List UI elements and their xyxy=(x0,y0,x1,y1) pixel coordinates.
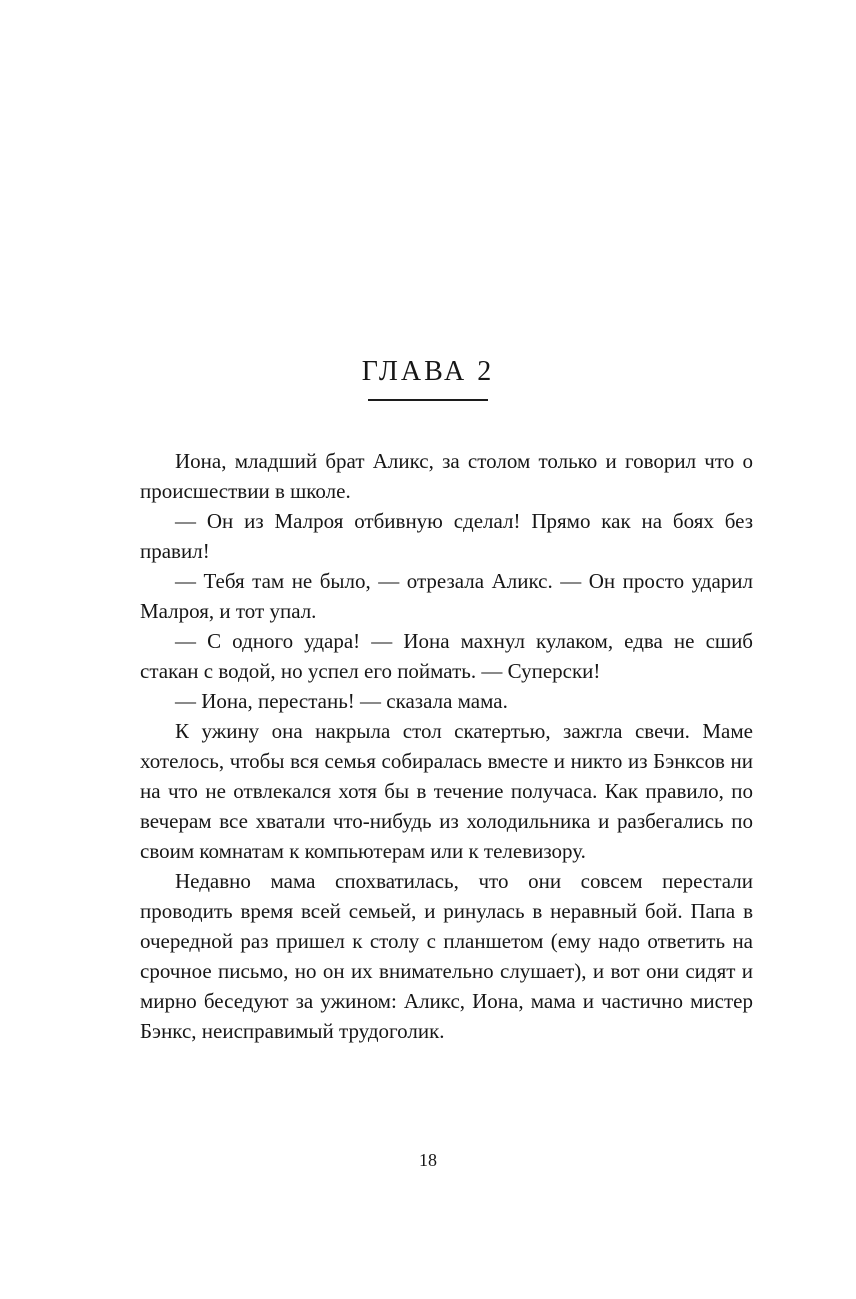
body-text xyxy=(140,446,753,1046)
paragraph: — Тебя там не было, — отрезала Аликс. — Он просто ударил Малроя, и тот упал. xyxy=(140,569,753,623)
chapter-title-rule xyxy=(368,399,488,401)
paragraph: — Иона, перестань! — сказала мама. xyxy=(175,689,508,713)
paragraph: Иона, младший брат Аликс, за столом только и говорил что о происшествии в школе. xyxy=(140,449,753,503)
page-footer xyxy=(0,1150,856,1171)
paragraph: — С одного удара! — Иона махнул кулаком, едва не сшиб стакан с водой, но успел его поймать. — Суперски! xyxy=(140,629,753,683)
chapter-header xyxy=(0,356,856,401)
page-number: 18 xyxy=(419,1150,437,1170)
paragraph: Недавно мама спохватилась, что они совсем перестали проводить время всей семьей, и ринулась в неравный бой. Папа в очередной раз пришел к столу с планшетом (ему надо ответить на срочное письмо, но он их внимательно слушает), и вот они сидят и мирно беседуют за ужином: Аликс, Иона, мама и частично мистер Бэнкс, неисправимый трудоголик. xyxy=(140,869,753,1043)
chapter-title: ГЛАВА 2 xyxy=(361,356,495,387)
paragraph: К ужину она накрыла стол скатертью, зажгла свечи. Маме хотелось, чтобы вся семья собиралась вместе и никто из Бэнксов ни на что не отвлекался хотя бы в течение получаса. Как правило, по вечерам все хватали что-нибудь из холодильника и разбегались по своим комнатам к компьютерам или к телевизору. xyxy=(140,719,753,863)
paragraph: — Он из Малроя отбивную сделал! Прямо как на боях без правил! xyxy=(140,509,753,563)
